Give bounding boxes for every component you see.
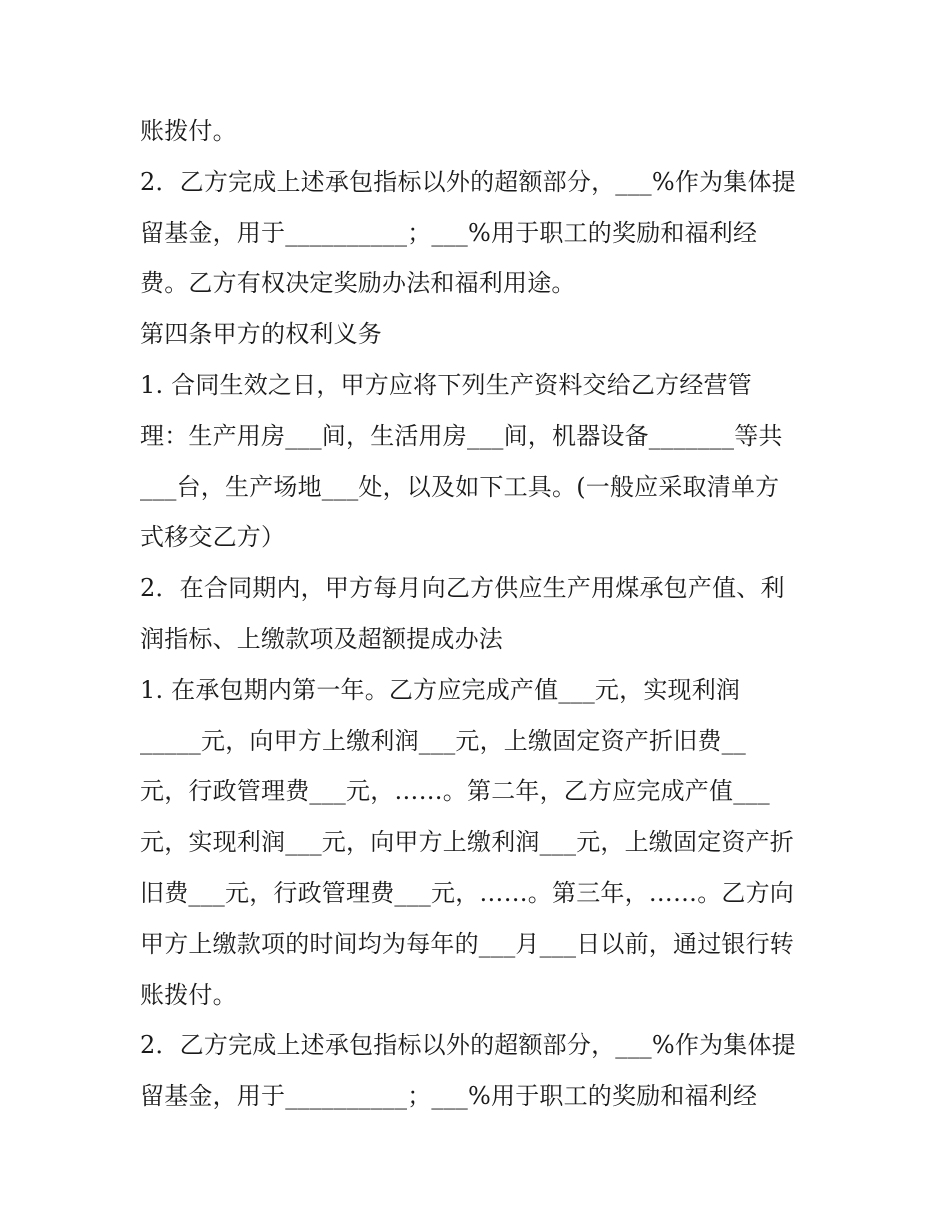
text-line: 留基金，用于__________；___%用于职工的奖励和福利经	[140, 1082, 758, 1111]
text-line: 账拨付。	[140, 117, 237, 145]
text-line: 润指标、上缴款项及超额提成办法	[140, 624, 503, 653]
text-line: 2．在合同期内，甲方每月向乙方供应生产用煤承包产值、利	[140, 574, 785, 603]
text-line: 元，行政管理费___元，……。第二年，乙方应完成产值___	[140, 777, 770, 806]
text-line: 账拨付。	[140, 980, 237, 1009]
text-line: 1. 在承包期内第一年。乙方应完成产值___元，实现利润	[140, 675, 741, 704]
text-line: 2．乙方完成上述承包指标以外的超额部分，___%作为集体提	[140, 1031, 796, 1060]
text-line: 1. 合同生效之日，甲方应将下列生产资料交给乙方经营管	[140, 370, 752, 399]
text-line: 旧费___元，行政管理费___元，……。第三年，……。乙方向	[140, 878, 794, 907]
text-line: 式移交乙方）	[140, 523, 286, 552]
text-line: 理：生产用房___间，生活用房___间，机器设备_______等共	[140, 421, 783, 450]
text-line: 甲方上缴款项的时间均为每年的___月___日以前，通过银行转	[140, 929, 794, 958]
text-line: 2．乙方完成上述承包指标以外的超额部分，___%作为集体提	[140, 167, 796, 196]
text-line: ___台，生产场地___处，以及如下工具。(一般应采取清单方	[140, 472, 780, 501]
text-line: _____元，向甲方上缴利润___元，上缴固定资产折旧费__	[140, 726, 746, 755]
contract-text-body	[140, 106, 830, 1122]
text-line: 元，实现利润___元，向甲方上缴利润___元，上缴固定资产折	[140, 828, 794, 857]
text-line: 费。乙方有权决定奖励办法和福利用途。	[140, 269, 576, 298]
text-line: 留基金，用于__________；___%用于职工的奖励和福利经	[140, 218, 758, 247]
section-heading: 第四条甲方的权利义务	[140, 320, 382, 349]
